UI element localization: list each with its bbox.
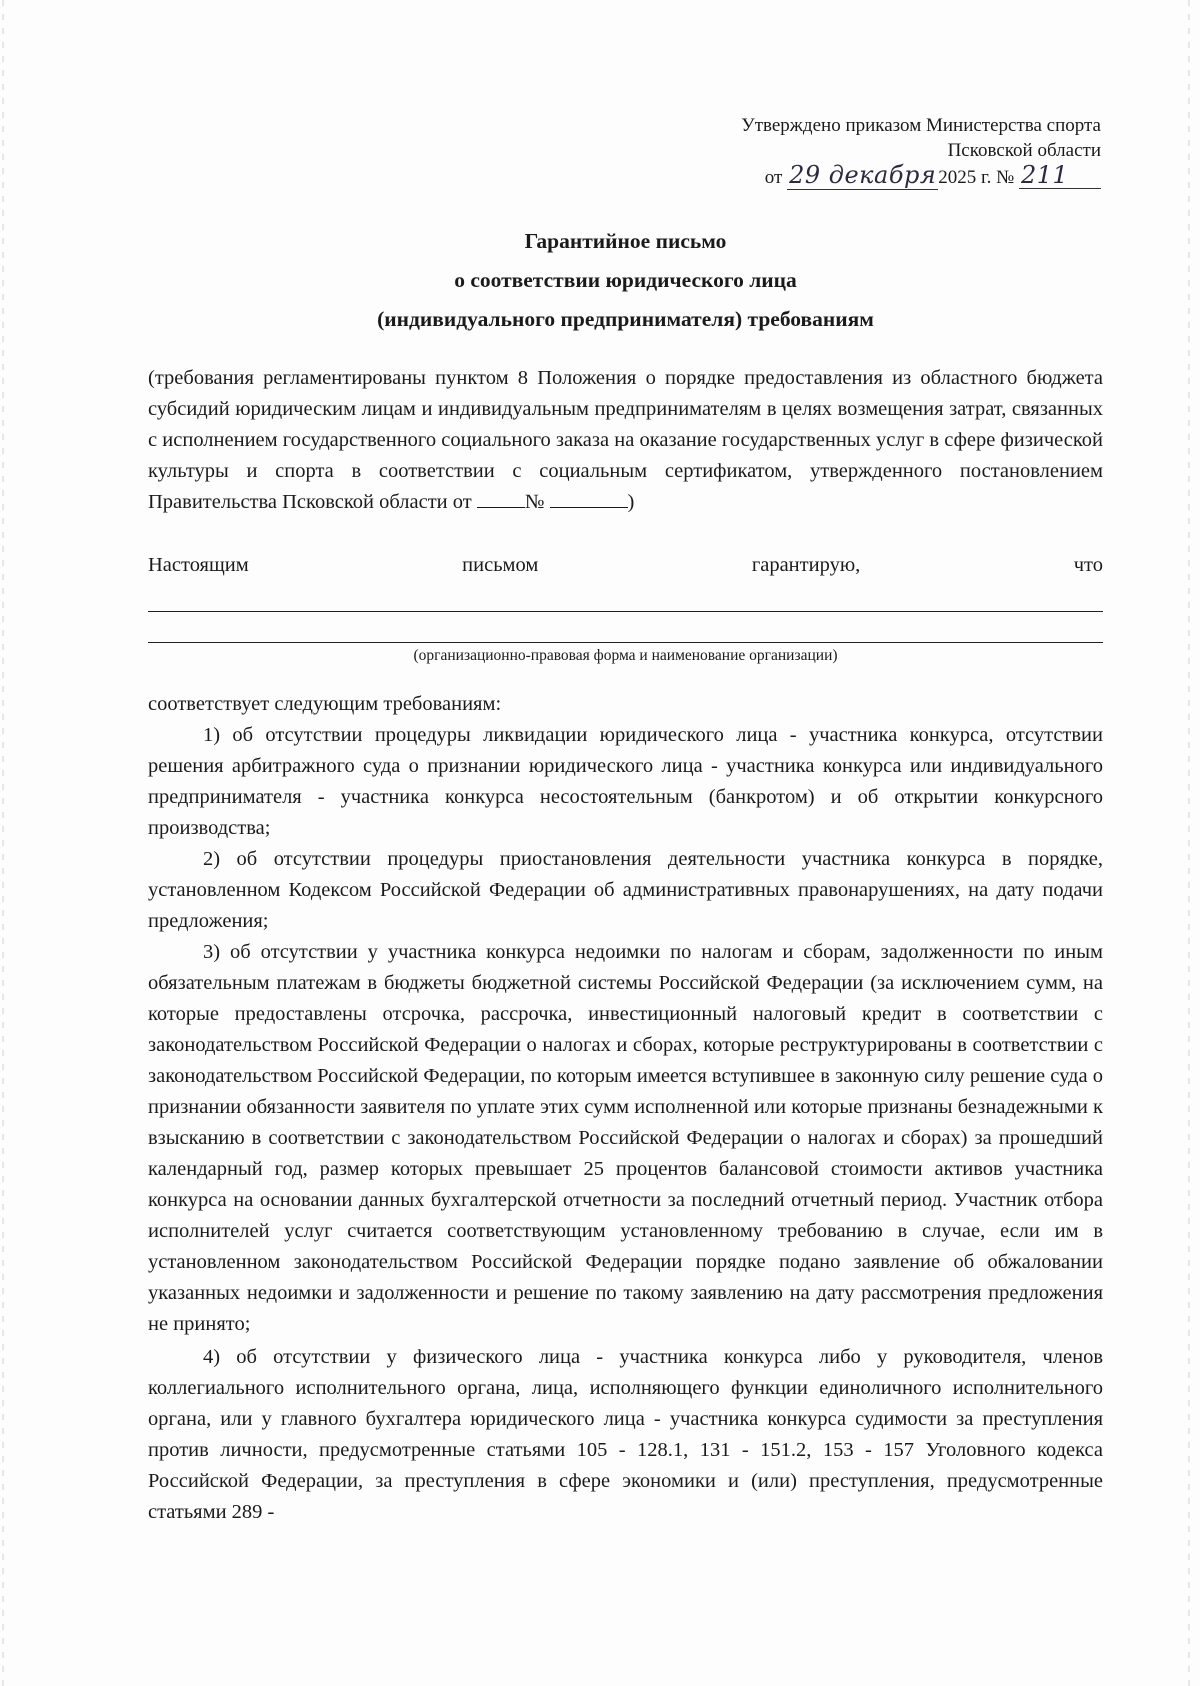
approval-line-1: Утверждено приказом Министерства спорта <box>741 115 1101 136</box>
intro-paragraph <box>148 363 1103 518</box>
organization-name-line-1[interactable] <box>148 611 1103 612</box>
approval-line-3 <box>681 163 1101 190</box>
title-line-1: Гарантийное письмо <box>524 229 727 253</box>
approval-year: 2025 г. № <box>938 167 1015 188</box>
requirement-item-3: 3) об отсутствии у участника конкурса недоимки по налогам и сборам, задолженности по иным обязательным платежам в бюджеты бюджетной системы Российской Федерации (за исключением сумм, на которые предоставлены отсрочка, рассрочка, инвестиционный налоговый кредит в соответствии с законодательством Российской Федерации о налогах и сборах, которые реструктурированы в соответствии с законодательством Российской Федерации, по которым имеется вступившее в законную силу решение суда о признании обязанности заявителя по уплате этих сумм исполненной или которые признаны безнадежными к взысканию в соответствии с законодательством Российской Федерации о налогах и сборах) за прошедший календарный год, размер которых превышает 25 процентов балансовой стоимости активов участника конкурса на основании данных бухгалтерской отчетности за последний отчетный период. Участник отбора исполнителей услуг считается соответствующим установленному требованию в случае, если им в установленном законодательством Российской Федерации порядке подано заявление об обжаловании указанных недоимки и задолженности и решение по такому заявлению на дату рассмотрения предложения не принято; <box>148 941 1103 1335</box>
blank-number-field[interactable] <box>550 489 628 508</box>
scan-edge-right <box>1188 0 1190 1686</box>
hereby-statement-row <box>148 550 1103 581</box>
title-line-2: о соответствии юридического лица <box>454 268 797 292</box>
requirements-list <box>148 689 1103 1528</box>
organization-caption: (организационно-правовая форма и наименование организации) <box>413 647 838 664</box>
approval-line-2: Псковской области <box>947 140 1101 161</box>
approval-prefix-from: от <box>764 167 783 188</box>
requirements-intro <box>148 363 1103 518</box>
intro-text: (требования регламентированы пунктом 8 Положения о порядке предоставления из областного бюджета субсидий юридическим лицам и индивидуальным предпринимателям в целях возмещения затрат, связанных с исполнением государственного социального заказа на оказание государственных услуг в сфере физической культуры и спорта в соответствии с социальным сертификатом, утвержденного постановлением Правительства Псковской области от <box>148 367 1103 513</box>
blank-date-field[interactable] <box>477 489 525 508</box>
requirement-item-2: 2) об отсутствии процедуры приостановления деятельности участника конкурса в порядке, установленном Кодексом Российской Федерации об административных правонарушениях, на дату подачи предложения; <box>148 848 1103 932</box>
approval-stamp-block <box>681 113 1101 190</box>
document-title <box>148 222 1103 339</box>
hereby-word-3: гарантирую, <box>751 554 861 576</box>
intro-closing: ) <box>627 491 635 513</box>
hereby-word-4: что <box>1073 554 1103 576</box>
title-line-3: (индивидуального предпринимателя) требованиям <box>377 307 874 331</box>
intro-number-sign: № <box>524 491 545 513</box>
requirements-lead: соответствует следующим требованиям: <box>148 693 502 715</box>
organization-name-line-2[interactable] <box>148 642 1103 643</box>
handwritten-order-number: 211 <box>1019 163 1101 189</box>
scan-edge-left <box>2 0 4 1686</box>
handwritten-date: 29 декабря <box>789 161 937 189</box>
hereby-word-2: письмом <box>462 554 539 576</box>
requirement-item-4: 4) об отсутствии у физического лица - участника конкурса либо у руководителя, членов коллегиального исполнительного органа, лица, исполняющего функции единоличного исполнительного органа, или у главного бухгалтера юридического лица - участника конкурса судимости за преступления против личности, предусмотренные статьями 105 - 128.1, 131 - 151.2, 153 - 157 Уголовного кодекса Российской Федерации, за преступления в сфере экономики и (или) преступления, предусмотренные статьями 289 - <box>148 1346 1103 1523</box>
requirement-item-1: 1) об отсутствии процедуры ликвидации юридического лица - участника конкурса, отсутствии решения арбитражного суда о признании юридического лица - участника конкурса или индивидуального предпринимателя - участника конкурса несостоятельным (банкротом) и об открытии конкурсного производства; <box>148 724 1103 839</box>
hereby-word-1: Настоящим <box>148 554 249 576</box>
